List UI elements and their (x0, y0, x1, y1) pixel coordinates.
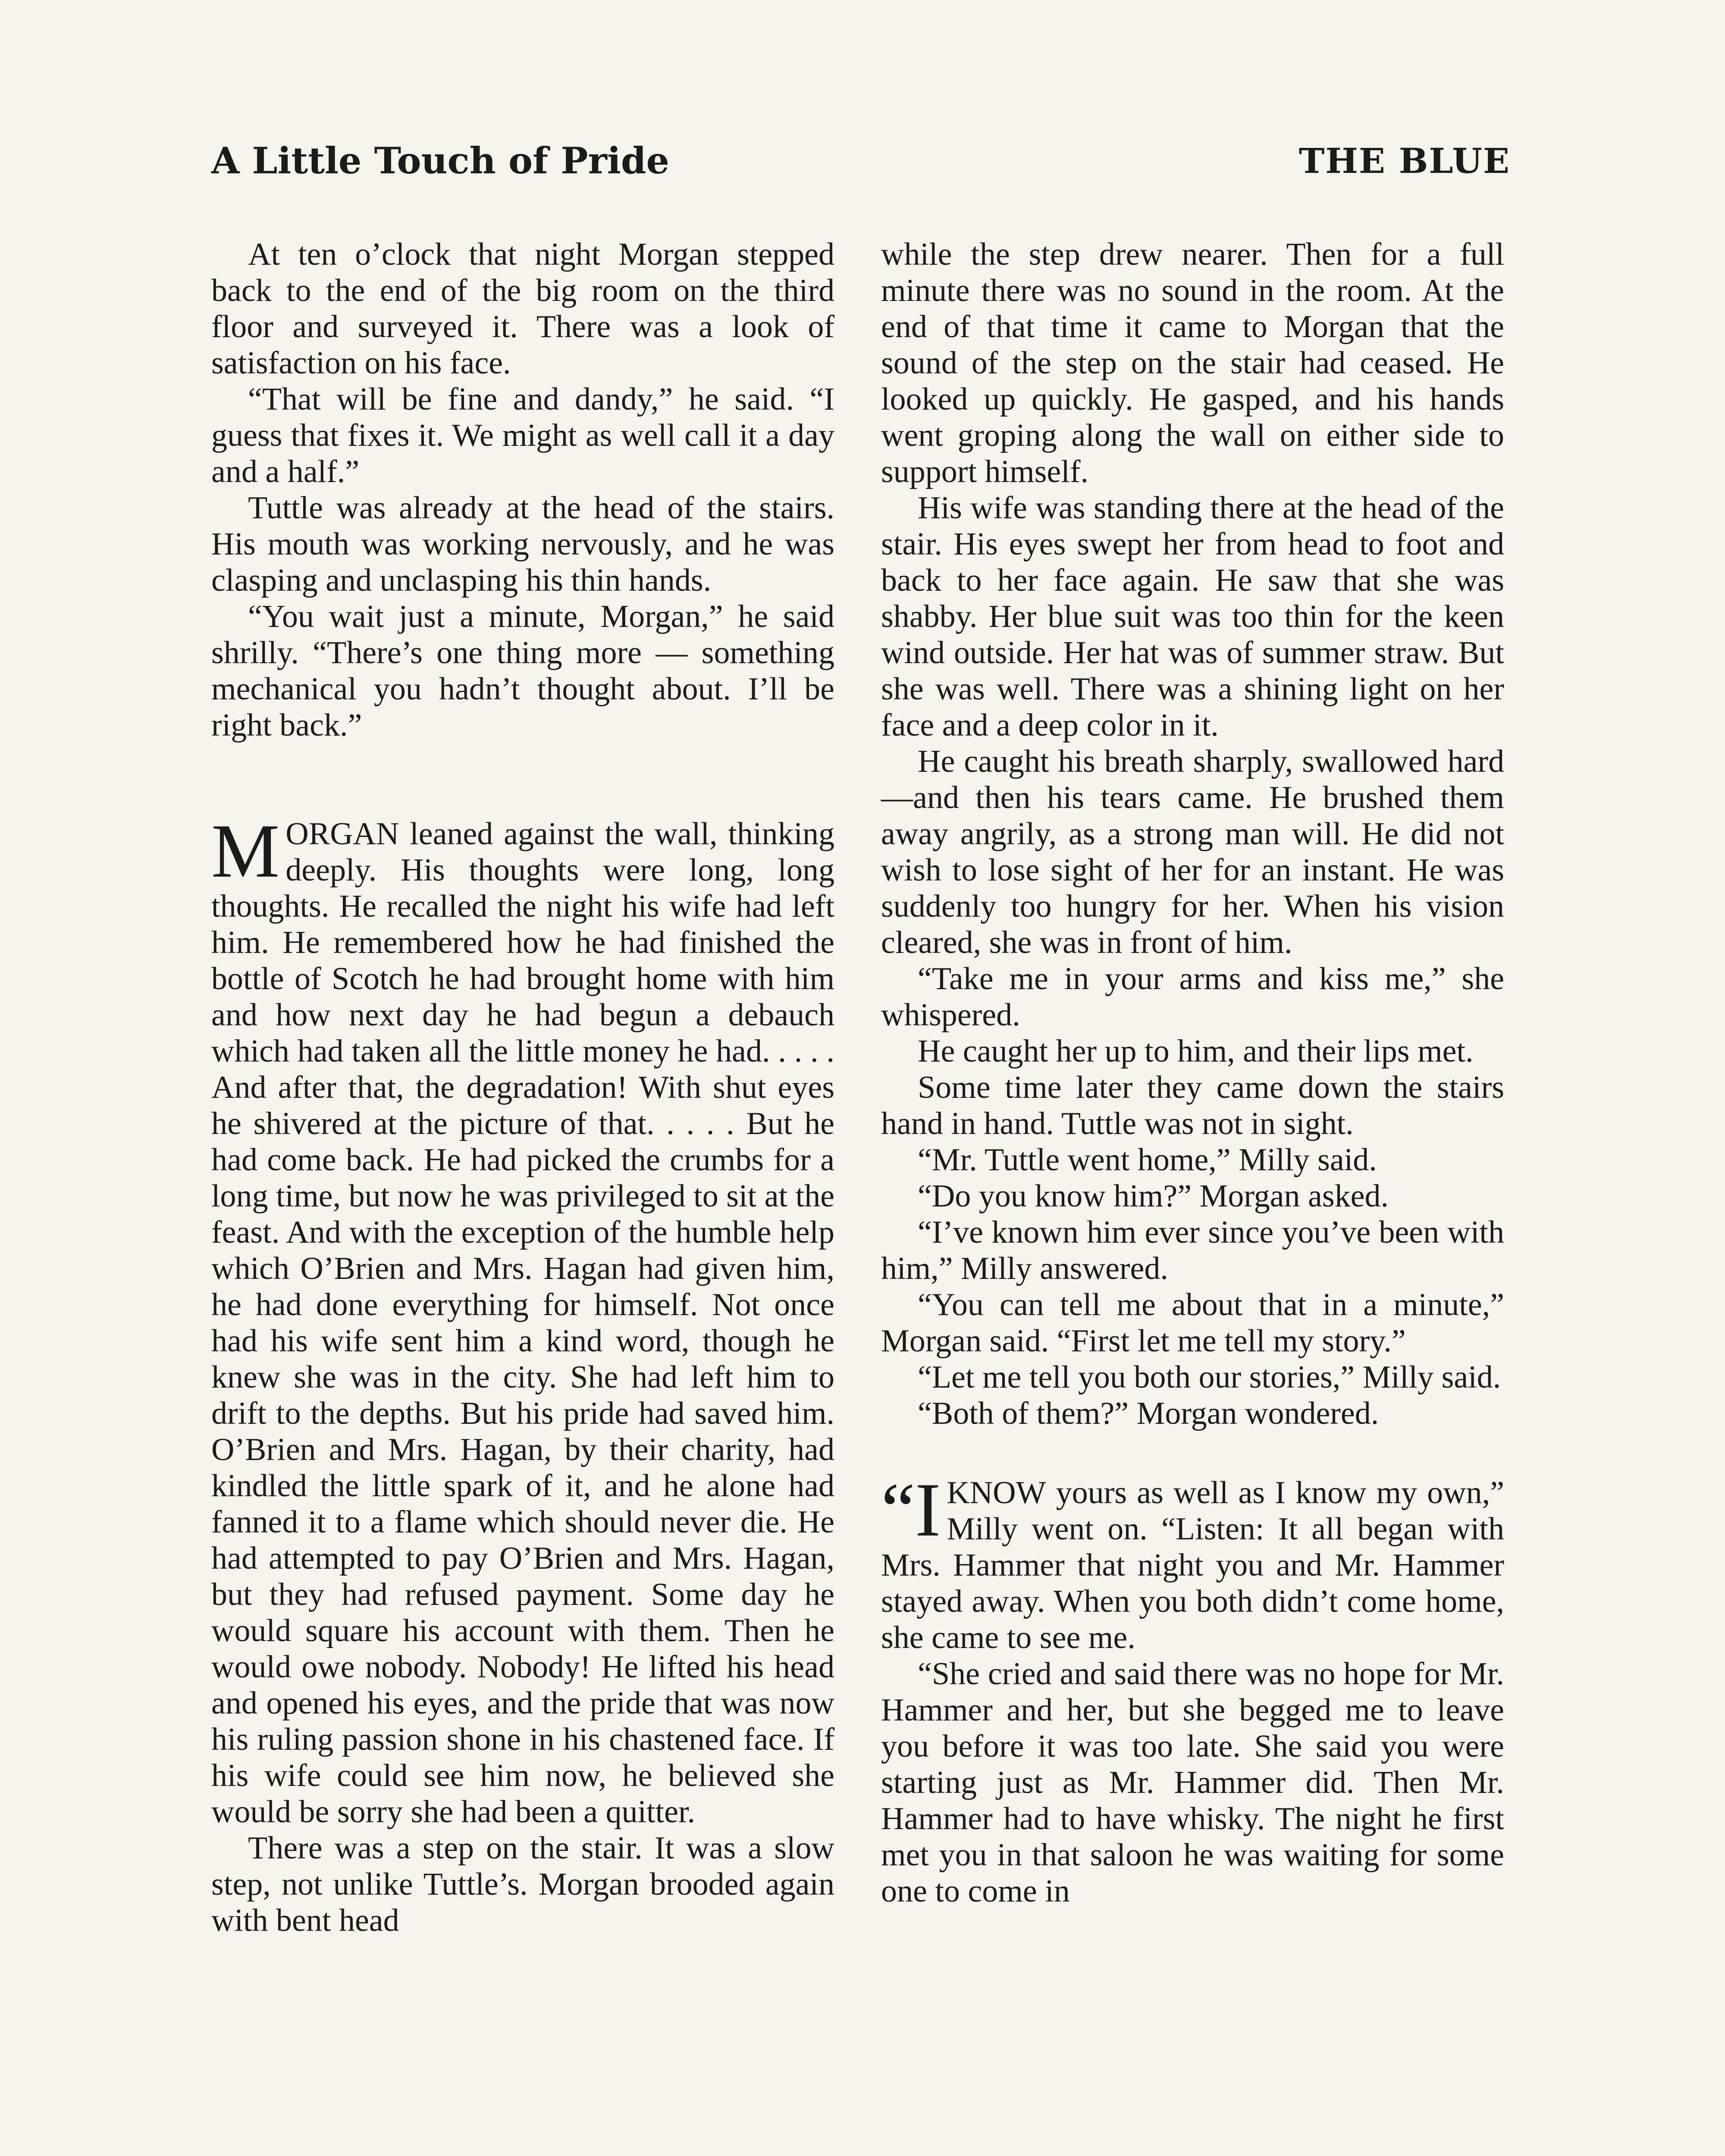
story-title: A Little Touch of Pride (211, 139, 669, 182)
magazine-title: THE BLUE (1298, 141, 1510, 181)
paragraph: His wife was standing there at the head of the stair. His eyes swept her from head to foot and back to her face again. He saw that she was shabby. Her blue suit was too thin for the keen wind outside. Her hat was of summer straw. But she was well. There was a shining light on her face and a deep color in it. (881, 490, 1504, 743)
drop-cap: “I (881, 1467, 941, 1552)
paragraph: There was a step on the stair. It was a slow step, not unlike Tuttle’s. Morgan brooded again with bent head (211, 1830, 834, 1938)
small-caps-lead: KNOW (947, 1475, 1046, 1510)
paragraph: “Do you know him?” Morgan asked. (918, 1178, 1389, 1214)
section-opening-paragraph (211, 808, 834, 1830)
section-opening-paragraph (881, 1467, 1504, 1656)
paragraph: “You can tell me about that in a minute,” Morgan said. “First let me tell my story.” (881, 1287, 1504, 1359)
paragraph: “She cried and said there was no hope for Mr. Hammer and her, but she begged me to leave you before it was too late. She said you were starting just as Mr. Hammer did. Then Mr. Hammer had to have whisky. The night he first met you in that saloon he was waiting for some one to come in (881, 1656, 1504, 1909)
paragraph: Some time later they came down the stairs hand in hand. Tuttle was not in sight. (881, 1070, 1504, 1141)
paragraph: At ten o’clock that night Morgan stepped back to the end of the big room on the third floor and surveyed it. There was a look of satisfaction on his face. (211, 237, 834, 381)
paragraph: “Both of them?” Morgan wondered. (918, 1396, 1379, 1431)
paragraph: “You wait just a minute, Morgan,” he said shrilly. “There’s one thing more — something mechanical you hadn’t thought about. I’ll be right back.” (211, 599, 834, 743)
small-caps-lead: ORGAN (285, 816, 399, 852)
paragraph: while the step drew nearer. Then for a full minute there was no sound in the room. At the end of that time it came to Morgan that the sound of the step on the stair had ceased. He looked up quickly. He gasped, and his hands went groping along the wall on either side to support himself. (881, 237, 1504, 489)
paragraph: “That will be fine and dandy,” he said. “I guess that fixes it. We might as well call it a day and a half.” (211, 382, 834, 489)
paragraph-text: leaned against the wall, thinking deeply. His thoughts were long, long thoughts. He recalled the night his wife had left him. He remembered how he had finished the bottle of Scotch he had brought home with him and how next day he had begun a debauch which had taken all the little money he had. . . . . And after that, the degradation! With shut eyes he shivered at the picture of that. . . . . But he had come back. He had picked the crumbs for a long time, but now he was privileged to sit at the feast. And with the exception of the humble help which O’Brien and Mrs. Hagan had given him, he had done everything for himself. Not once had his wife sent him a kind word, though he knew she was in the city. She had left him to drift to the depths. But his pride had saved him. O’Brien and Mrs. Hagan, by their charity, had kindled the little spark of it, and he alone had fanned it to a flame which should never die. He had attempted to pay O’Brien and Mrs. Hagan, but they had refused payment. Some day he would square his account with them. Then he would owe nobody. Nobody! He lifted his head and opened his eyes, and the pride that was now his ruling passion shone in his chastened face. If his wife could see him now, he believed she would be sorry she had been a quitter. (211, 816, 834, 1830)
paragraph: He caught her up to him, and their lips met. (918, 1034, 1474, 1069)
paragraph: “Let me tell you both our stories,” Milly said. (918, 1360, 1501, 1395)
right-column (881, 236, 1504, 1909)
paragraph: “Take me in your arms and kiss me,” she whispered. (881, 961, 1504, 1033)
paragraph: He caught his breath sharply, swallowed hard—and then his tears came. He brushed them away angrily, as a strong man will. He did not wish to lose sight of her for an instant. He was suddenly too hungry for her. When his vision cleared, she was in front of him. (881, 744, 1504, 960)
drop-cap: M (211, 808, 280, 893)
paragraph: “I’ve known him ever since you’ve been with him,” Milly answered. (881, 1215, 1504, 1286)
paragraph-text: yours as well as I know my own,” Milly went on. “Listen: It all began with Mrs. Hammer that night you and Mr. Hammer stayed away. When you both didn’t come home, she came to see me. (881, 1475, 1504, 1655)
paragraph: Tuttle was already at the head of the stairs. His mouth was working nervously, and he was clasping and unclasping his thin hands. (211, 490, 834, 598)
left-column (211, 236, 834, 1939)
paragraph: “Mr. Tuttle went home,” Milly said. (918, 1142, 1377, 1178)
